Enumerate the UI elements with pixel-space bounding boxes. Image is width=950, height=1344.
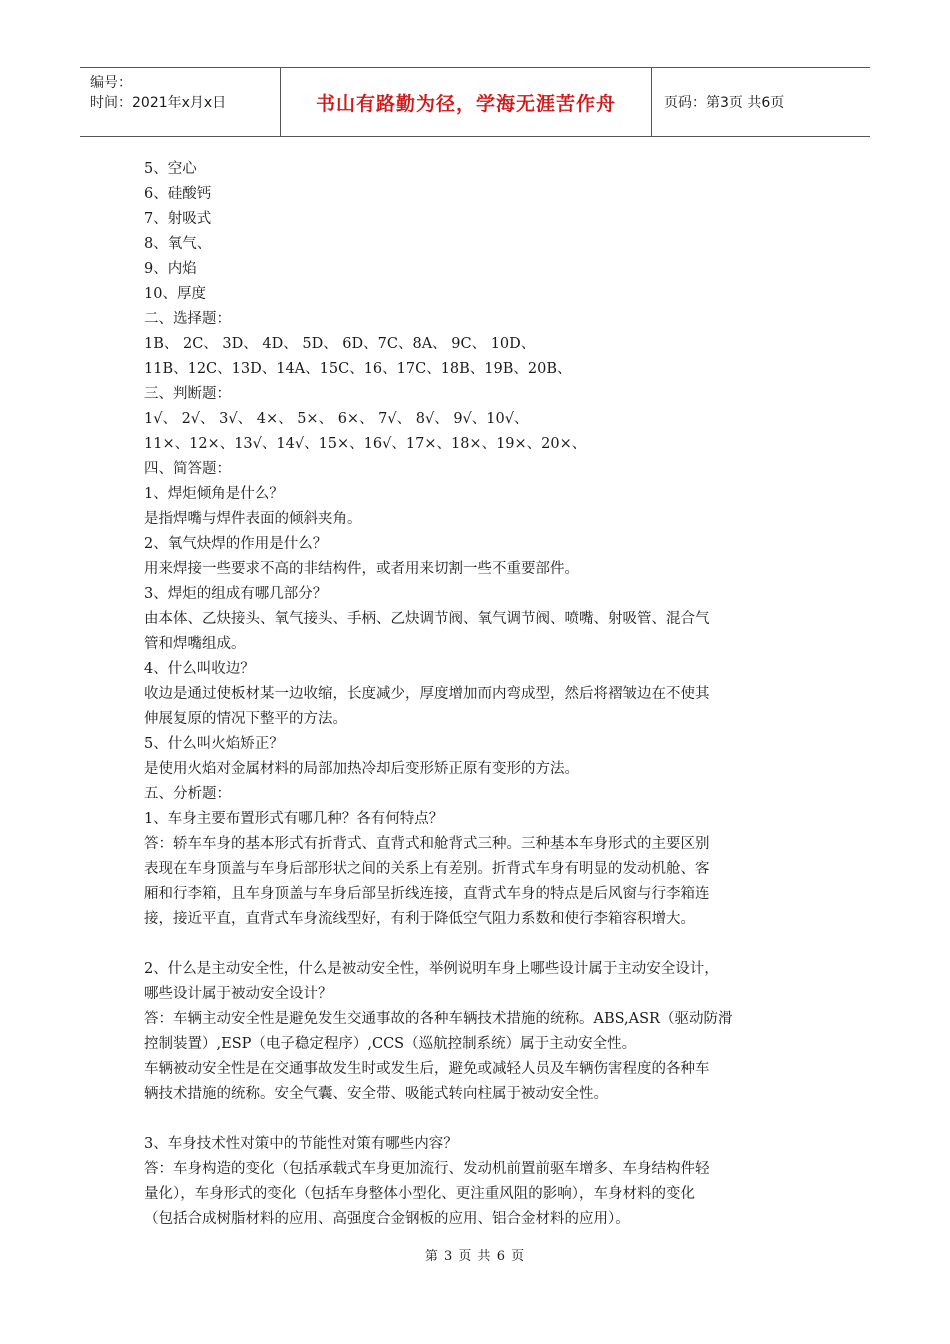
body-line: 哪些设计属于被动安全设计？ — [144, 986, 333, 1002]
body-line: （包括合成树脂材料的应用、高强度合金钢板的应用、铝合金材料的应用）。 — [144, 1211, 630, 1227]
body-line: 三、判断题： — [144, 386, 231, 402]
body-line: 1√、 2√、 3√、 4×、 5×、 6×、 7√、 8√、 9√、10√、 — [144, 411, 529, 427]
document-body — [144, 157, 814, 1232]
page-footer: 第 3 页 共 6 页 — [424, 1249, 526, 1264]
body-line: 4、什么叫收边？ — [144, 661, 255, 677]
header-meta — [80, 68, 280, 136]
body-line: 答：轿车车身的基本形式有折背式、直背式和舱背式三种。三种基本车身形式的主要区别 — [144, 836, 710, 852]
body-line: 车辆被动安全性是在交通事故发生时或发生后，避免或减轻人员及车辆伤害程度的各种车 — [144, 1061, 710, 1077]
body-line: 3、车身技术性对策中的节能性对策有哪些内容？ — [144, 1136, 458, 1152]
header-motto: 书山有路勤为径，学海无涯苦作舟 — [315, 92, 616, 115]
body-line: 用来焊接一些要求不高的非结构件，或者用来切割一些不重要部件。 — [144, 561, 579, 577]
body-line: 厢和行李箱，且车身顶盖与车身后部呈折线连接，直背式车身的特点是后风窗与行李箱连 — [144, 886, 710, 902]
body-line: 是使用火焰对金属材料的局部加热冷却后变形矫正原有变形的方法。 — [144, 761, 579, 777]
body-line: 1、焊炬倾角是什么？ — [144, 486, 284, 502]
body-line: 2、氧气炔焊的作用是什么？ — [144, 536, 328, 552]
body-line: 量化），车身形式的变化（包括车身整体小型化、更注重风阻的影响），车身材料的变化 — [144, 1186, 695, 1202]
body-line: 答：车身构造的变化（包括承载式车身更加流行、发动机前置前驱车增多、车身结构件轻 — [144, 1161, 710, 1177]
body-line: 四、简答题： — [144, 461, 231, 477]
body-line: 10、厚度 — [144, 286, 206, 302]
document-number-label: 编号： — [90, 75, 132, 91]
document-time-label: 时间：2021年x月x日 — [90, 95, 227, 111]
page-header — [80, 67, 870, 137]
body-line: 1、车身主要布置形式有哪几种？各有何特点？ — [144, 811, 444, 827]
body-line: 11×、12×、13√、14√、15×、16√、17×、18×、19×、20×、 — [144, 436, 587, 452]
body-line: 11B、12C、13D、14A、15C、16、17C、18B、19B、20B、 — [144, 361, 572, 377]
body-line: 收边是通过使板材某一边收缩，长度减少，厚度增加而内弯成型，然后将褶皱边在不使其 — [144, 686, 710, 702]
header-page-info-cell — [652, 68, 870, 136]
body-line: 二、选择题： — [144, 311, 231, 327]
body-line: 五、分析题： — [144, 786, 231, 802]
header-motto-cell — [280, 68, 652, 136]
body-line: 5、什么叫火焰矫正？ — [144, 736, 284, 752]
body-line: 辆技术措施的统称。安全气囊、安全带、吸能式转向柱属于被动安全性。 — [144, 1086, 608, 1102]
body-line: 答：车辆主动安全性是避免发生交通事故的各种车辆技术措施的统称。ABS,ASR（驱动防滑 — [144, 1011, 733, 1027]
blank-line — [144, 932, 814, 957]
body-line: 6、硅酸钙 — [144, 186, 212, 202]
body-line: 控制装置）,ESP（电子稳定程序）,CCS（巡航控制系统）属于主动安全性。 — [144, 1036, 637, 1052]
body-line: 9、内焰 — [144, 261, 197, 277]
body-line: 接，接近平直，直背式车身流线型好，有利于降低空气阻力系数和使行李箱容积增大。 — [144, 911, 695, 927]
body-line: 1B、 2C、 3D、 4D、 5D、 6D、7C、8A、 9C、 10D、 — [144, 336, 536, 352]
body-line: 5、空心 — [144, 161, 197, 177]
body-line: 是指焊嘴与焊件表面的倾斜夹角。 — [144, 511, 362, 527]
body-line: 表现在车身顶盖与车身后部形状之间的关系上有差别。折背式车身有明显的发动机舱、客 — [144, 861, 710, 877]
body-line: 伸展复原的情况下整平的方法。 — [144, 711, 347, 727]
body-line: 3、焊炬的组成有哪几部分？ — [144, 586, 328, 602]
body-line: 2、什么是主动安全性，什么是被动安全性，举例说明车身上哪些设计属于主动安全设计， — [144, 961, 719, 977]
body-line: 8、氧气、 — [144, 236, 212, 252]
blank-line — [144, 1107, 814, 1132]
body-line: 管和焊嘴组成。 — [144, 636, 246, 652]
body-line: 由本体、乙炔接头、氧气接头、手柄、乙炔调节阀、氧气调节阀、喷嘴、射吸管、混合气 — [144, 611, 710, 627]
body-line: 7、射吸式 — [144, 211, 212, 227]
header-page-info: 页码：第3页 共6页 — [664, 95, 785, 111]
